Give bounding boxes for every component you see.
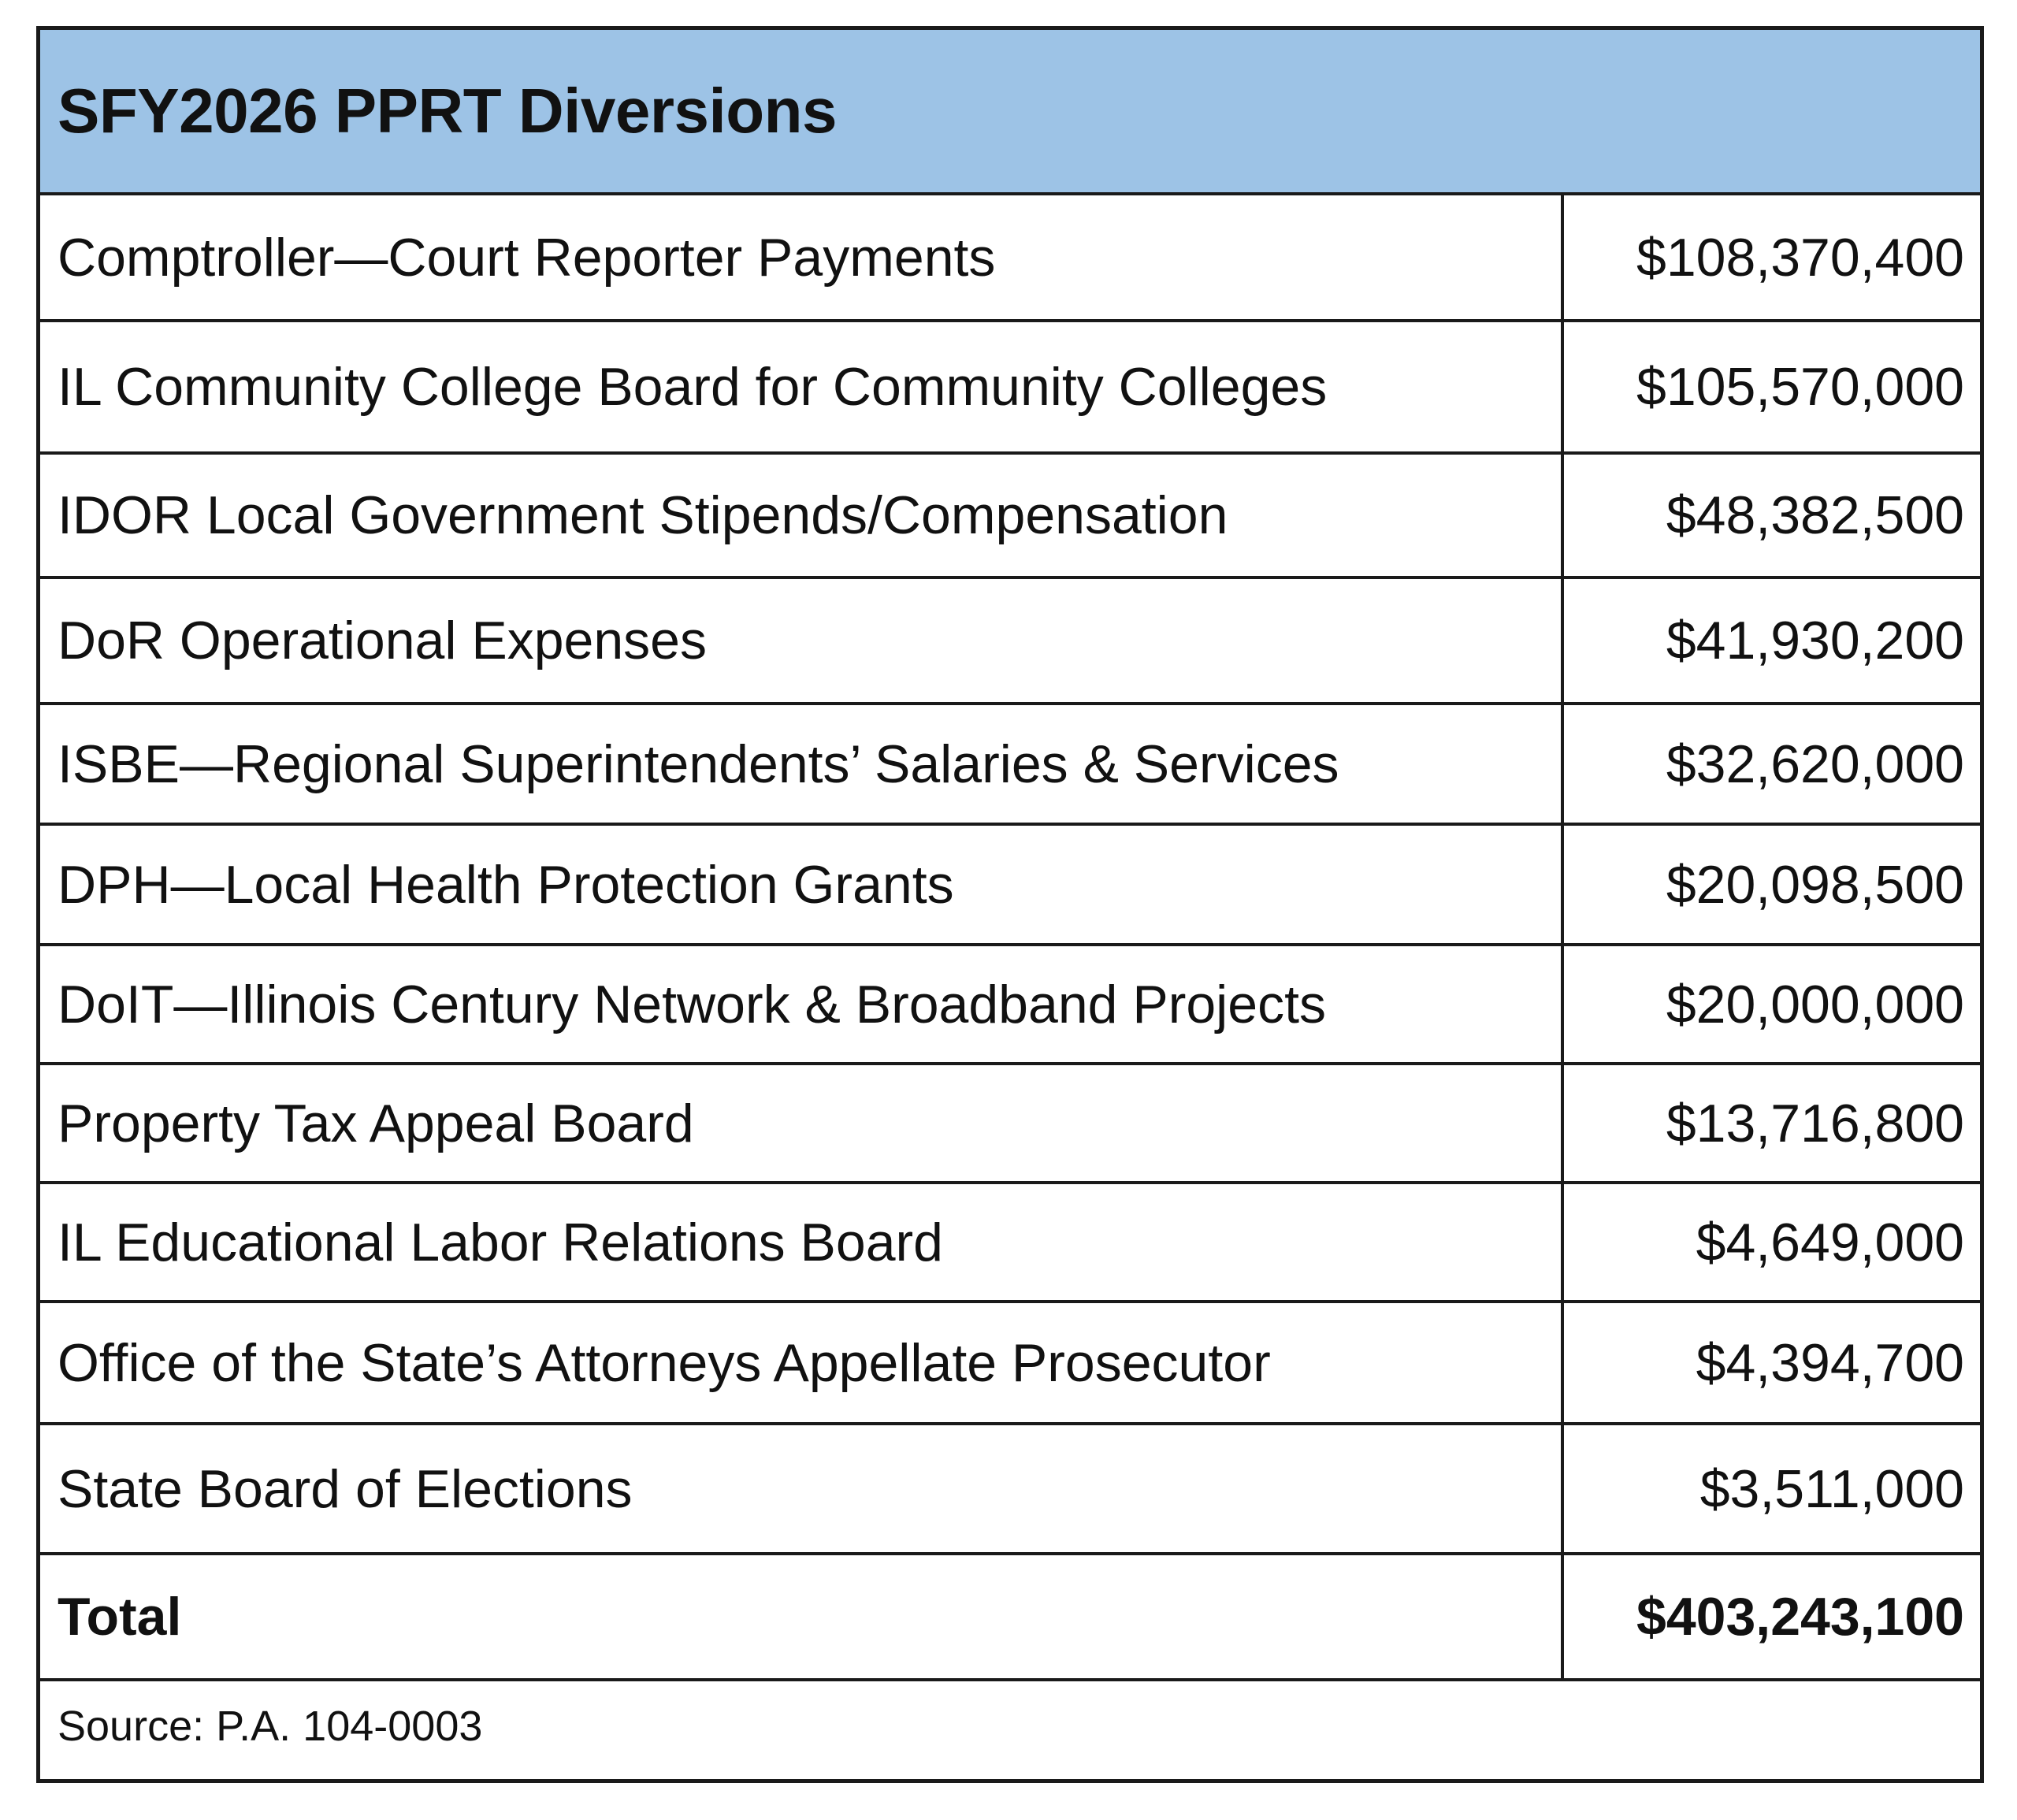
total-row (40, 1555, 1980, 1681)
row-value: $20,000,000 (1666, 974, 1964, 1034)
table-row (40, 579, 1980, 705)
table-row (40, 455, 1980, 579)
row-label: ISBE—Regional Superintendents’ Salaries & Services (58, 734, 1339, 794)
table-body (40, 195, 1980, 1681)
row-value: $20,098,500 (1666, 854, 1964, 915)
column-divider (1561, 1303, 1564, 1422)
row-value: $41,930,200 (1666, 611, 1964, 670)
row-value: $32,620,000 (1666, 734, 1964, 794)
row-label: Property Tax Appeal Board (58, 1093, 694, 1153)
table-row (40, 1425, 1980, 1555)
column-divider (1561, 1425, 1564, 1552)
table-row (40, 1065, 1980, 1184)
table-row (40, 946, 1980, 1065)
column-divider (1561, 579, 1564, 702)
row-label: DoIT—Illinois Century Network & Broadband Projects (58, 974, 1326, 1034)
column-divider (1561, 1184, 1564, 1300)
total-value: $403,243,100 (1636, 1587, 1964, 1647)
row-label: IDOR Local Government Stipends/Compensation (58, 485, 1228, 545)
column-divider (1561, 1555, 1564, 1678)
column-divider (1561, 322, 1564, 451)
table-row (40, 322, 1980, 455)
row-value: $13,716,800 (1666, 1093, 1964, 1153)
source-note: Source: P.A. 104-0003 (58, 1703, 483, 1750)
column-divider (1561, 195, 1564, 319)
row-label: Office of the State’s Attorneys Appellate Prosecutor (58, 1332, 1271, 1393)
table-row (40, 195, 1980, 322)
table-row (40, 1303, 1980, 1425)
row-label: DoR Operational Expenses (58, 611, 708, 670)
column-divider (1561, 705, 1564, 823)
row-label: IL Community College Board for Community Colleges (58, 357, 1328, 417)
row-value: $105,570,000 (1636, 357, 1964, 417)
table-title: SFY2026 PPRT Diversions (58, 76, 837, 146)
table-row (40, 1184, 1980, 1303)
table-header (40, 30, 1980, 195)
row-value: $108,370,400 (1636, 227, 1964, 288)
pprt-diversions-table (36, 26, 1984, 1783)
row-label: State Board of Elections (58, 1458, 633, 1519)
column-divider (1561, 1065, 1564, 1181)
row-value: $48,382,500 (1666, 485, 1964, 545)
table-row (40, 705, 1980, 826)
row-label: IL Educational Labor Relations Board (58, 1212, 943, 1272)
row-value: $4,394,700 (1696, 1332, 1964, 1393)
column-divider (1561, 826, 1564, 943)
column-divider (1561, 946, 1564, 1062)
row-label: Comptroller—Court Reporter Payments (58, 227, 996, 288)
row-value: $4,649,000 (1696, 1212, 1964, 1272)
row-label: DPH—Local Health Protection Grants (58, 854, 954, 915)
table-row (40, 826, 1980, 946)
column-divider (1561, 455, 1564, 576)
total-label: Total (58, 1587, 182, 1647)
row-value: $3,511,000 (1699, 1458, 1964, 1519)
